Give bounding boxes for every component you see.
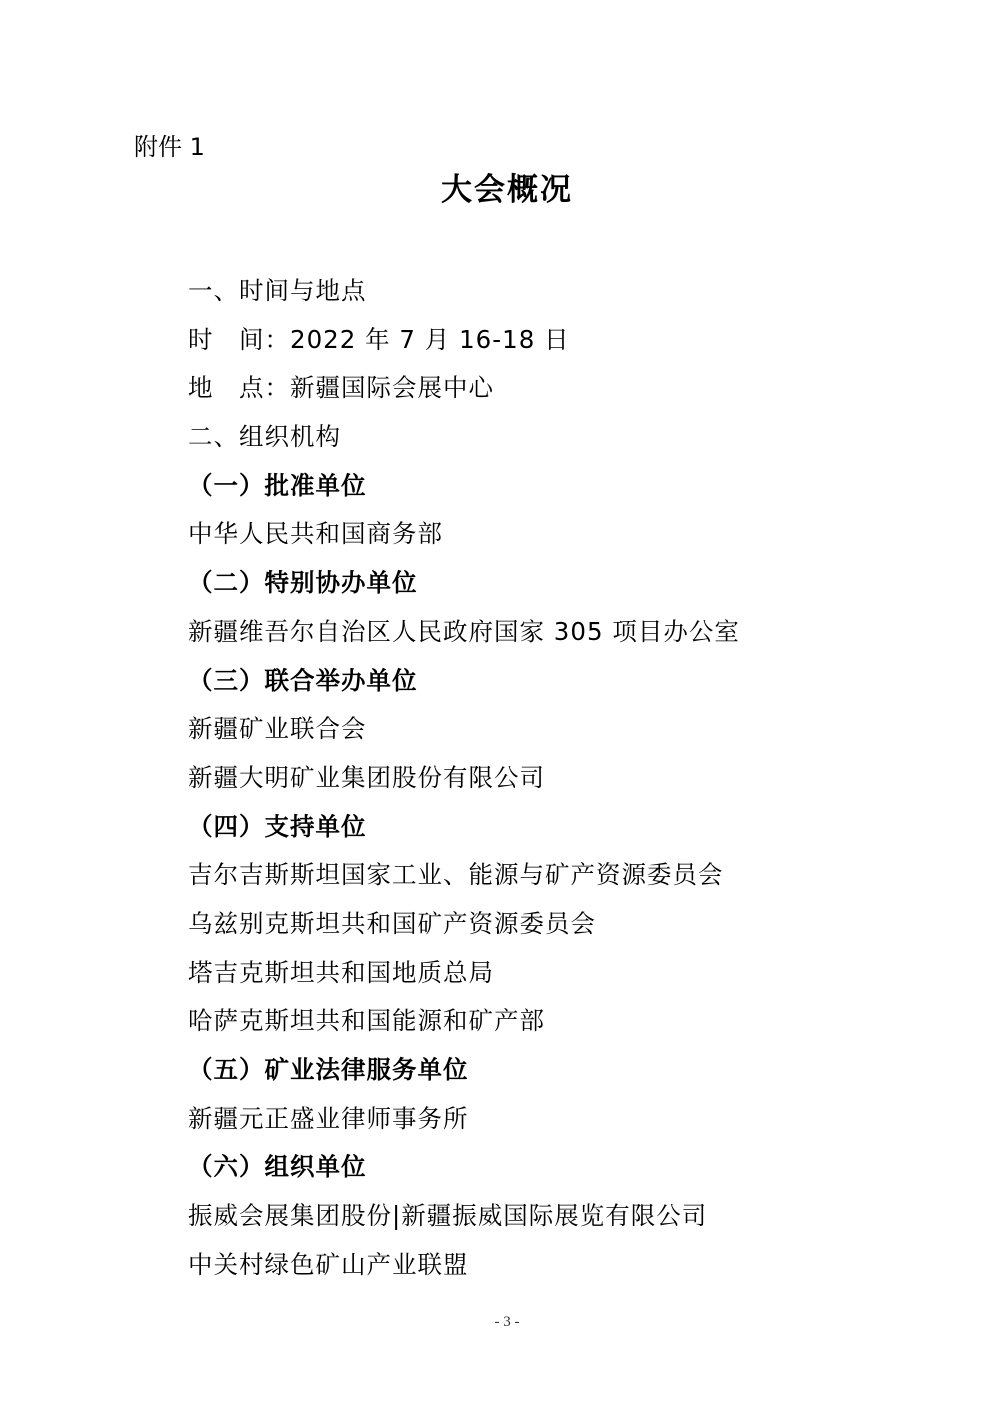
section-heading-organization: 二、组织机构 (188, 422, 341, 452)
supporter-unit: 吉尔吉斯斯坦国家工业、能源与矿产资源委员会 (188, 860, 724, 890)
subheading-special-co-organizer: （二）特别协办单位 (188, 568, 418, 598)
page-number: - 3 - (494, 1314, 520, 1330)
attachment-label: 附件 1 (134, 133, 205, 161)
legal-service-unit: 新疆元正盛业律师事务所 (188, 1103, 469, 1133)
document-title: 大会概况 (441, 172, 573, 208)
organizer-unit: 振威会展集团股份|新疆振威国际展览有限公司 (188, 1201, 708, 1231)
subheading-joint-organizers: （三）联合举办单位 (188, 665, 418, 695)
organizer-unit: 中关村绿色矿山产业联盟 (188, 1249, 469, 1279)
approval-unit: 中华人民共和国商务部 (188, 519, 443, 549)
subheading-legal-service: （五）矿业法律服务单位 (188, 1055, 469, 1084)
subheading-organizers: （六）组织单位 (188, 1152, 367, 1182)
special-co-organizer-unit: 新疆维吾尔自治区人民政府国家 305 项目办公室 (188, 616, 740, 646)
supporter-unit: 哈萨克斯坦共和国能源和矿产部 (188, 1006, 545, 1036)
supporter-unit: 塔吉克斯坦共和国地质总局 (188, 957, 494, 987)
joint-organizer-unit: 新疆矿业联合会 (188, 714, 367, 744)
section-heading-time-place: 一、时间与地点 (188, 276, 367, 305)
subheading-supporters: （四）支持单位 (188, 811, 367, 841)
joint-organizer-unit: 新疆大明矿业集团股份有限公司 (188, 762, 545, 792)
event-place: 地 点：新疆国际会展中心 (188, 373, 494, 403)
supporter-unit: 乌兹别克斯坦共和国矿产资源委员会 (188, 908, 596, 938)
document-body (188, 267, 948, 1289)
event-time: 时 间：2022 年 7 月 16-18 日 (188, 324, 570, 354)
subheading-approval: （一）批准单位 (188, 470, 367, 500)
